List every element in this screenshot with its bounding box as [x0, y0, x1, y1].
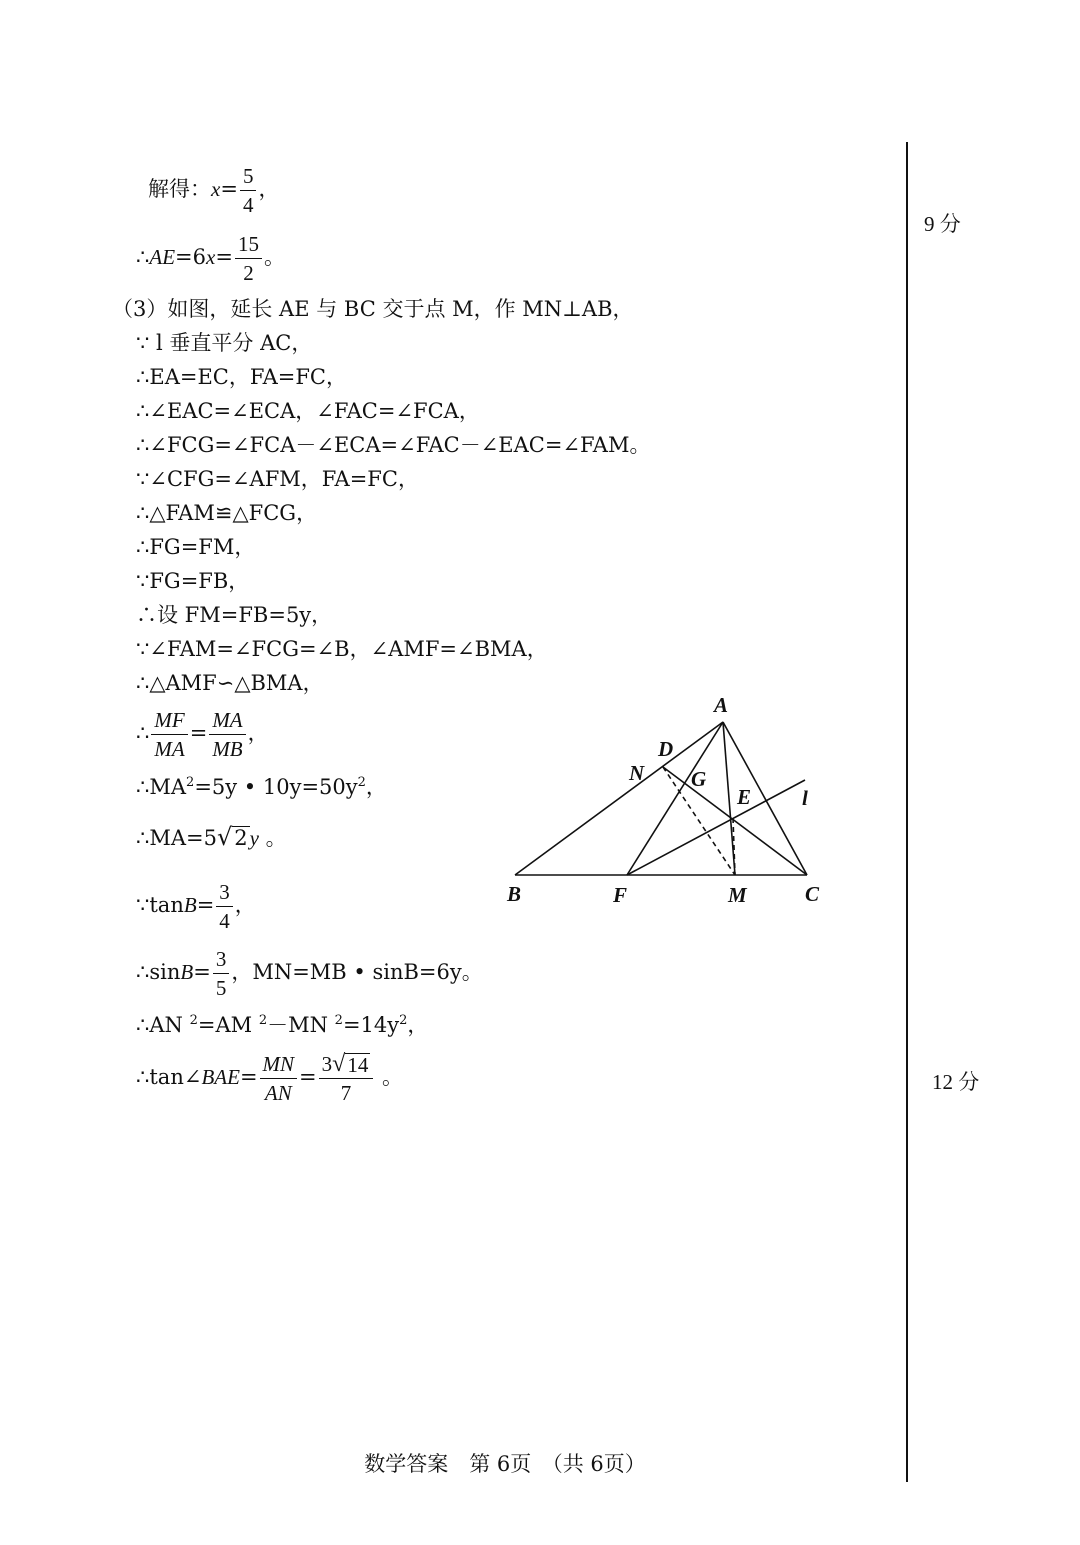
text: ∴MA=5: [136, 826, 217, 850]
denominator: MB: [212, 737, 243, 761]
angle-name: BAE: [201, 1065, 240, 1089]
segment-ac: [723, 722, 807, 875]
expr: AE: [149, 245, 176, 269]
numerator: MA: [209, 706, 245, 735]
fraction-ma-mb: [209, 706, 245, 763]
label-m: M: [728, 883, 747, 907]
label-f: F: [613, 883, 628, 907]
var-b: B: [180, 960, 194, 984]
segment-em-dashed: [733, 818, 735, 875]
ae-result-line: [136, 230, 285, 287]
fraction-mf-ma: [151, 706, 187, 763]
proof-line: ∵FG=FB，: [136, 569, 250, 593]
text: ，MN=MB • sinB=6y。: [231, 960, 483, 984]
label-d: D: [658, 737, 674, 761]
superscript: 2: [399, 1013, 408, 1028]
geometry-figure: [495, 690, 835, 915]
proof-line: ∵∠FAM=∠FCG=∠B，∠AMF=∠BMA，: [136, 637, 548, 661]
sinb-line: [136, 945, 483, 1002]
denominator: MA: [154, 737, 185, 761]
coefficient: 3: [321, 1052, 333, 1076]
punct: ，: [407, 1013, 429, 1037]
superscript: 2: [186, 775, 195, 790]
punct: 。: [259, 826, 287, 850]
numerator: [319, 1050, 374, 1079]
segment-am: [723, 722, 735, 875]
radicand: 14: [347, 1053, 369, 1077]
label-g: G: [691, 767, 707, 791]
part3-intro: （3）如图，延长 AE 与 BC 交于点 M，作 MN⊥AB，: [112, 297, 634, 321]
var-y: y: [249, 826, 259, 850]
superscript: 2: [258, 1013, 268, 1028]
therefore: ∴: [136, 721, 150, 745]
numerator: 3: [213, 945, 230, 974]
proof-line: ∴EA=EC，FA=FC，: [136, 365, 347, 389]
punct: ，: [365, 775, 387, 799]
an-squared-line: [136, 1011, 428, 1039]
text: ∴tan∠: [136, 1065, 202, 1089]
fraction-15-2: [235, 230, 262, 287]
numerator: 3: [216, 878, 233, 907]
denominator: 4: [242, 193, 254, 217]
eq: =: [193, 960, 211, 984]
punct: 。: [375, 1065, 404, 1089]
label-l: l: [802, 786, 808, 810]
eq: =: [215, 245, 233, 269]
superscript: 2: [334, 1013, 343, 1028]
text: ∵tan: [136, 893, 184, 917]
proof-line: ∴设 FM=FB=5y，: [136, 603, 333, 627]
score-9: 9 分: [924, 212, 961, 236]
proof-line: ∵ l 垂直平分 AC，: [136, 331, 313, 355]
segment-ab: [515, 722, 723, 875]
eq: =: [189, 721, 208, 745]
label-n: N: [629, 761, 645, 785]
numerator: 5: [240, 162, 257, 191]
label-b: B: [507, 882, 522, 906]
radical-sign: √: [332, 1051, 346, 1077]
text: －MN: [267, 1013, 335, 1037]
solve-x-line: [148, 162, 279, 219]
text: =AM: [197, 1013, 259, 1037]
label-a: A: [714, 693, 729, 717]
punct: ，: [258, 177, 280, 201]
tan-bae-line: [136, 1050, 403, 1107]
text: =5y • 10y=50y: [194, 775, 358, 799]
segment-af: [627, 722, 723, 875]
therefore: ∴: [136, 245, 150, 269]
fraction-5-4: [240, 162, 257, 219]
sqrt-2: [217, 825, 250, 849]
proof-line: ∴∠EAC=∠ECA，∠FAC=∠FCA，: [136, 399, 480, 423]
punct: ，: [234, 893, 256, 917]
fraction-mn-an: [260, 1050, 298, 1107]
var-b: B: [183, 893, 197, 917]
numerator: MN: [260, 1050, 298, 1079]
eq: =: [220, 177, 238, 201]
text: ∴MA: [136, 775, 187, 799]
sqrt-14: [332, 1052, 370, 1076]
denominator: 4: [219, 909, 230, 933]
denominator: 2: [243, 261, 254, 285]
ma-squared-line: [136, 773, 387, 801]
fraction-3-4: [216, 878, 233, 935]
margin-rule: [906, 142, 908, 1482]
tanb-line: [136, 878, 256, 935]
radicand: 2: [234, 826, 248, 850]
punct: ，: [247, 721, 269, 745]
ma-line: [136, 824, 287, 852]
superscript: 2: [189, 1013, 198, 1028]
proof-line: ∴△AMF∽△BMA，: [136, 671, 324, 695]
fraction-3-5: [213, 945, 230, 1002]
page-footer: 数学答案 第 6页 （共 6页）: [364, 1452, 646, 1476]
label-e: E: [737, 785, 752, 809]
superscript: 2: [357, 775, 366, 790]
numerator: MF: [151, 706, 187, 735]
text: ∴AN: [136, 1013, 190, 1037]
text: ∴sin: [136, 960, 181, 984]
denominator: 5: [215, 976, 227, 1000]
eq: =: [239, 1065, 258, 1089]
radical-sign: √: [217, 823, 233, 851]
ratio-line: [136, 706, 269, 763]
score-12: 12 分: [932, 1070, 980, 1094]
proof-line: ∵∠CFG=∠AFM，FA=FC，: [136, 467, 419, 491]
var-x: x: [206, 245, 216, 269]
proof-line: ∴FG=FM，: [136, 535, 256, 559]
proof-line: ∴△FAM≌△FCG，: [136, 501, 318, 525]
numerator: 15: [235, 230, 262, 259]
fraction-3sqrt14-7: [319, 1050, 374, 1107]
text: 解得：: [148, 177, 211, 201]
label-c: C: [805, 882, 820, 906]
var-x: x: [211, 177, 221, 201]
eq: =: [196, 893, 215, 917]
denominator: 7: [340, 1081, 352, 1105]
text: =14y: [342, 1013, 400, 1037]
line-l: [627, 780, 805, 875]
proof-line: ∴∠FCG=∠FCA－∠ECA=∠FAC－∠EAC=∠FAM。: [136, 433, 651, 457]
denominator: AN: [264, 1081, 292, 1105]
text: =6: [175, 245, 206, 269]
punct: 。: [263, 245, 285, 269]
eq: =: [299, 1065, 317, 1089]
